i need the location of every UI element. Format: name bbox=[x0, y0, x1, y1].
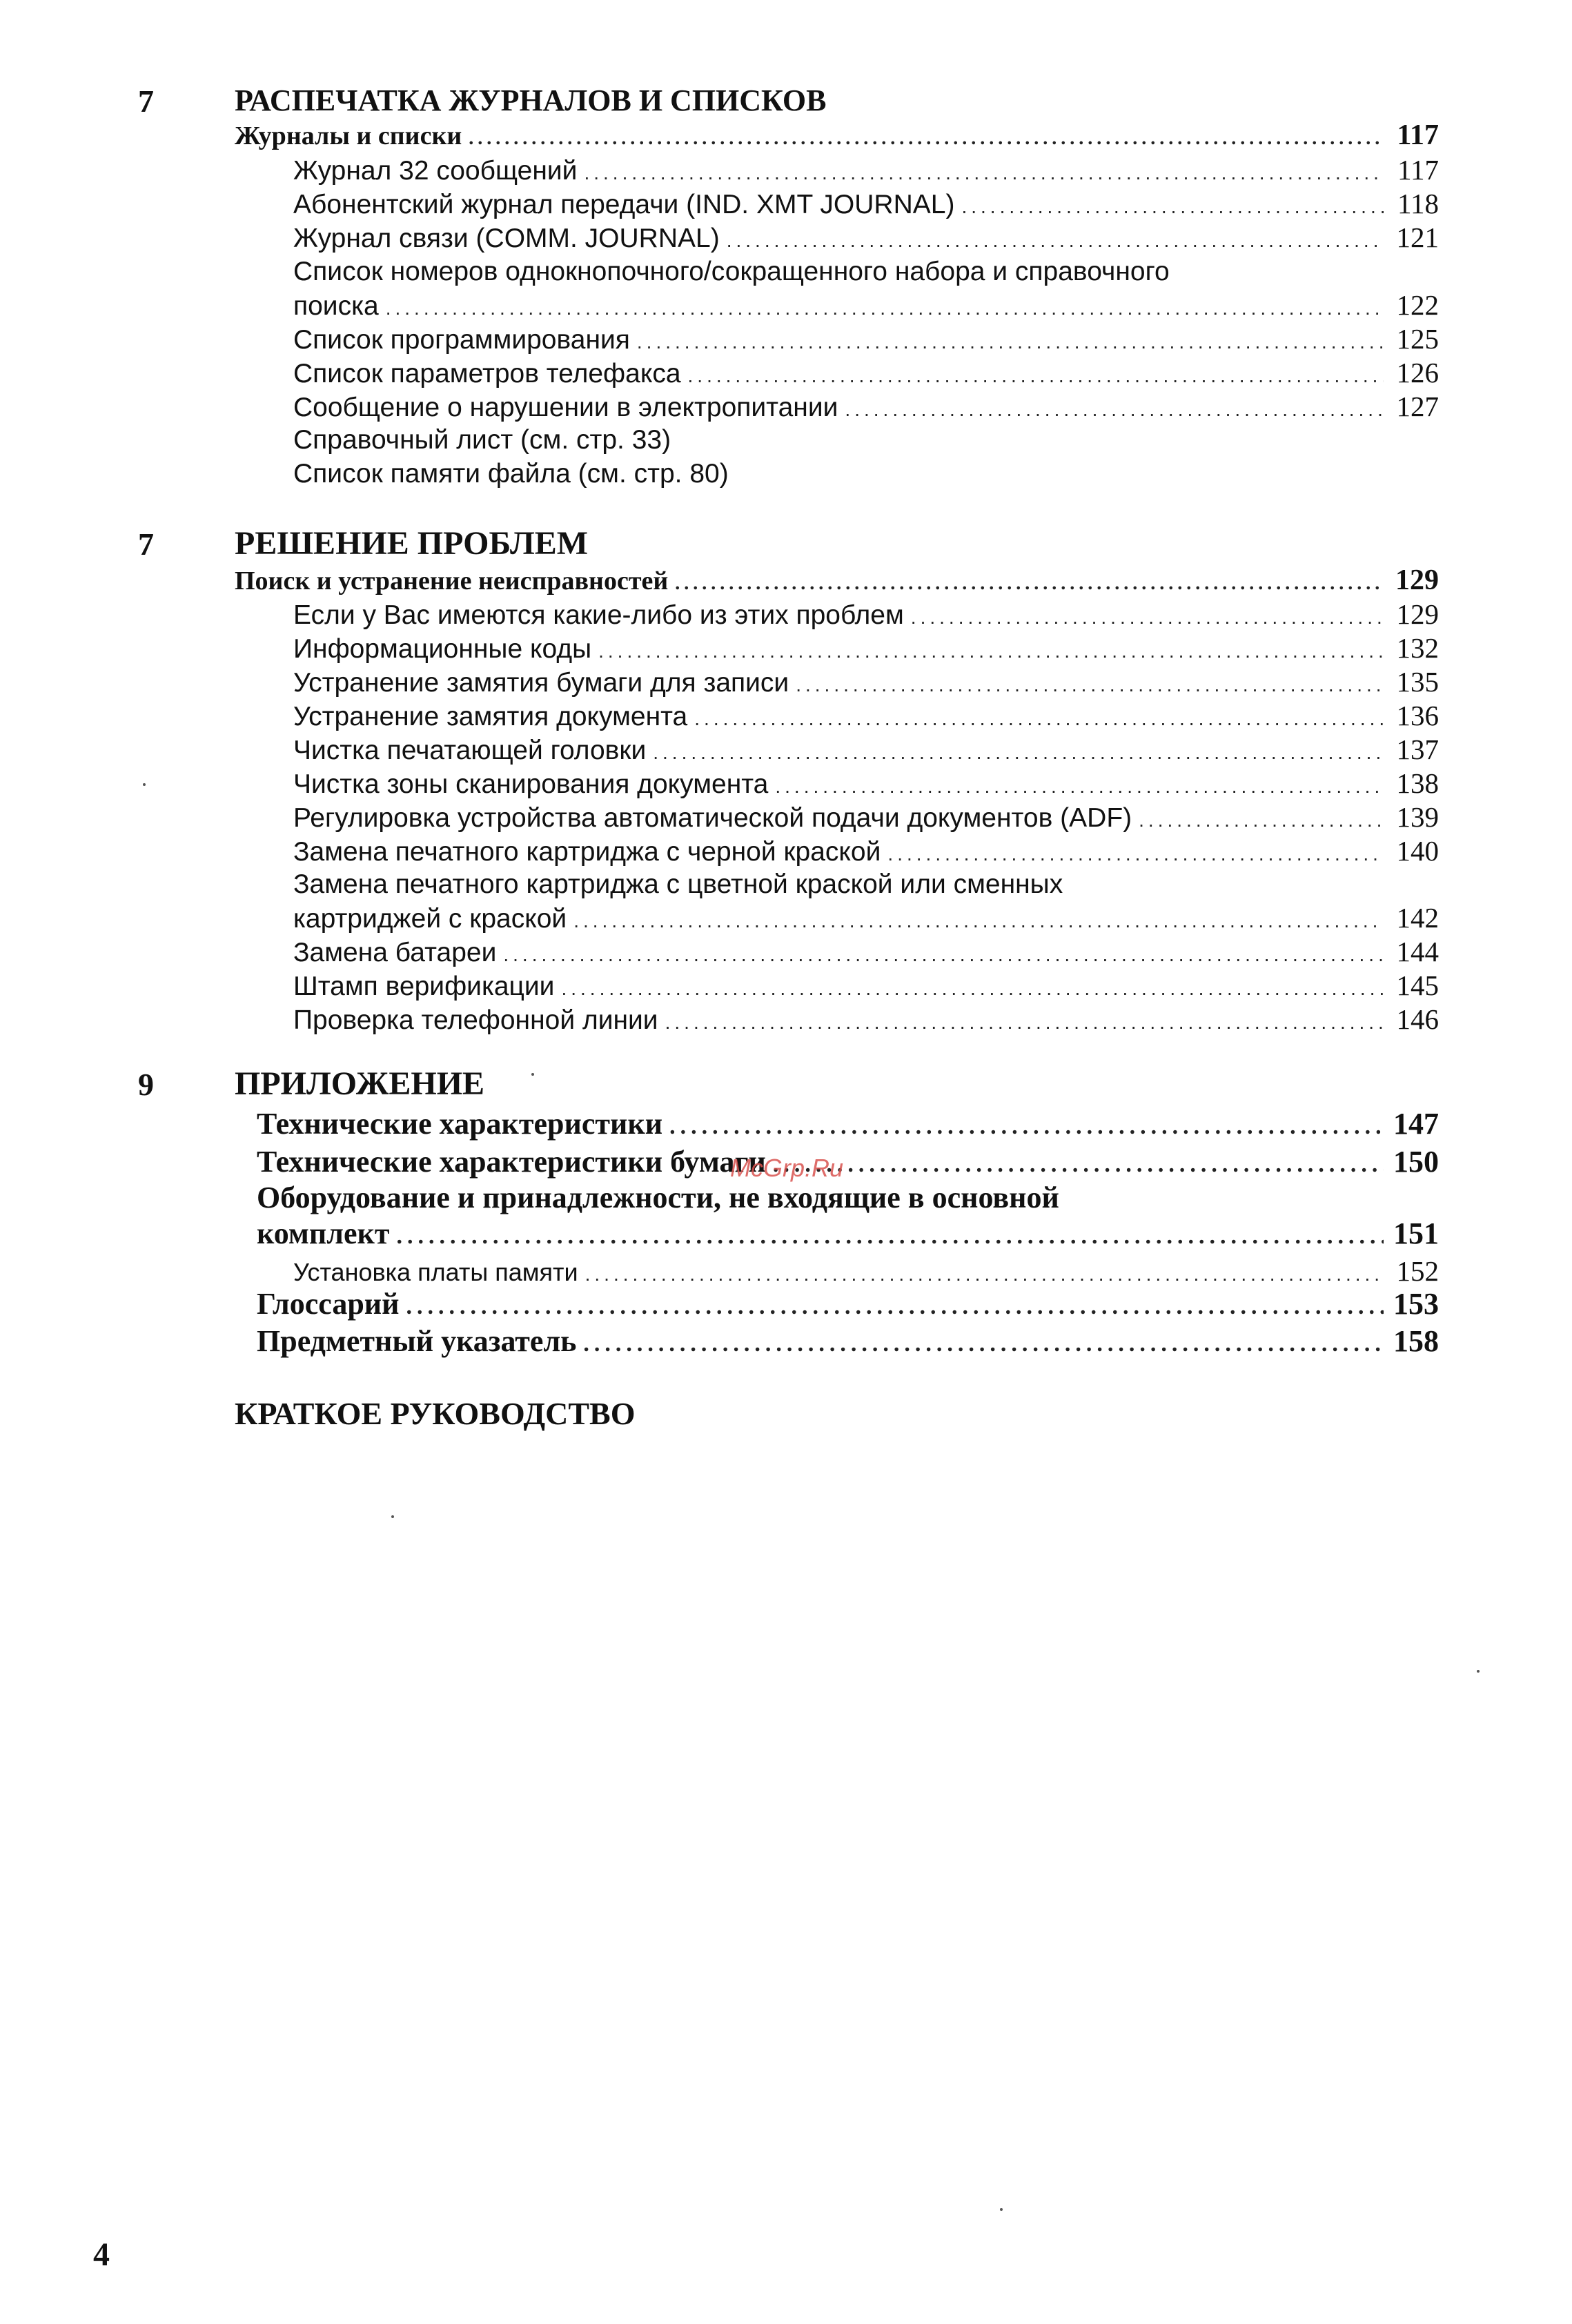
scan-speck bbox=[1000, 2208, 1003, 2211]
toc-entry-page: 135 bbox=[1396, 666, 1439, 698]
dot-leader bbox=[665, 1006, 1384, 1039]
toc-entry[interactable] bbox=[235, 119, 1439, 155]
toc-entry-label: Глоссарий bbox=[257, 1287, 400, 1321]
dot-leader bbox=[573, 905, 1384, 938]
toc-entry-page: 140 bbox=[1396, 835, 1439, 867]
section-title: ПРИЛОЖЕНИЕ bbox=[235, 1065, 485, 1102]
toc-entry-page: 129 bbox=[1395, 564, 1439, 596]
dot-leader bbox=[1139, 804, 1384, 837]
toc-entry-page: 127 bbox=[1396, 391, 1439, 422]
scan-speck bbox=[391, 1515, 394, 1518]
toc-entry-label: Технические характеристики bbox=[257, 1107, 663, 1141]
toc-entry-label: Замена печатного картриджа с черной краской bbox=[293, 837, 881, 867]
toc-entry-page: 137 bbox=[1396, 733, 1439, 765]
dot-leader bbox=[583, 1328, 1384, 1361]
toc-entry[interactable] bbox=[293, 288, 1439, 325]
toc-entry-label: Сообщение о нарушении в электропитании bbox=[293, 393, 838, 422]
dot-leader bbox=[585, 1258, 1384, 1291]
toc-entry[interactable]: Список памяти файла (см. стр. 80) bbox=[293, 459, 729, 489]
toc-entry[interactable] bbox=[293, 834, 1439, 871]
toc-entry-label: Список параметров телефакса bbox=[293, 359, 681, 388]
dot-leader bbox=[688, 360, 1384, 393]
toc-entry-label: Журнал 32 сообщений bbox=[293, 156, 578, 186]
toc-entry-page: 152 bbox=[1396, 1255, 1439, 1287]
dot-leader bbox=[775, 770, 1384, 803]
toc-entry-page: 142 bbox=[1396, 902, 1439, 934]
dot-leader bbox=[503, 938, 1384, 972]
dot-leader bbox=[396, 1220, 1384, 1253]
toc-entry-label: Технические характеристики бумаги bbox=[257, 1145, 766, 1179]
dot-leader bbox=[653, 736, 1384, 769]
toc-entry-page: 118 bbox=[1397, 188, 1439, 219]
dot-leader bbox=[669, 1110, 1384, 1143]
dot-leader bbox=[796, 669, 1384, 702]
dot-leader bbox=[773, 1148, 1384, 1181]
toc-entry[interactable] bbox=[293, 665, 1439, 702]
toc-entry[interactable] bbox=[293, 901, 1439, 938]
toc-entry-label: Замена батареи bbox=[293, 938, 497, 967]
toc-entry-page: 150 bbox=[1393, 1145, 1439, 1179]
toc-entry-label: Информационные коды bbox=[293, 634, 592, 664]
section-title: РЕШЕНИЕ ПРОБЛЕМ bbox=[235, 525, 589, 562]
toc-entry[interactable]: Справочный лист (см. стр. 33) bbox=[293, 425, 671, 455]
toc-entry[interactable] bbox=[293, 322, 1439, 359]
dot-leader bbox=[694, 702, 1384, 736]
toc-entry-page: 132 bbox=[1396, 632, 1439, 664]
dot-leader bbox=[845, 393, 1384, 426]
toc-entry-label: Чистка зоны сканирования документа bbox=[293, 769, 769, 799]
dot-leader bbox=[675, 567, 1384, 600]
dot-leader bbox=[911, 601, 1384, 634]
section-number: 9 bbox=[138, 1067, 154, 1102]
toc-entry[interactable] bbox=[293, 390, 1439, 426]
toc-entry-label: Штамп верификации bbox=[293, 972, 555, 1001]
section-number: 7 bbox=[138, 83, 154, 119]
toc-entry[interactable] bbox=[293, 153, 1439, 190]
toc-entry-page: 126 bbox=[1396, 357, 1439, 388]
toc-entry[interactable] bbox=[293, 733, 1439, 769]
toc-entry-page: 144 bbox=[1396, 936, 1439, 967]
toc-entry[interactable] bbox=[293, 935, 1439, 972]
toc-entry-label: Если у Вас имеются какие-либо из этих проблем bbox=[293, 600, 904, 630]
toc-entry[interactable] bbox=[257, 1288, 1439, 1323]
toc-entry[interactable] bbox=[293, 1003, 1439, 1039]
toc-entry-label: Проверка телефонной линии bbox=[293, 1005, 658, 1035]
toc-entry[interactable] bbox=[293, 699, 1439, 736]
dot-leader bbox=[469, 122, 1384, 155]
toc-entry-line1: Оборудование и принадлежности, не входящие в основной bbox=[257, 1181, 1059, 1214]
toc-entry-label: Журнал связи (COMM. JOURNAL) bbox=[293, 224, 720, 253]
dot-leader bbox=[637, 326, 1384, 359]
dot-leader bbox=[561, 972, 1384, 1005]
toc-entry[interactable] bbox=[293, 187, 1439, 224]
watermark: McGrp.Ru bbox=[730, 1154, 844, 1182]
toc-entry-label: Установка платы памяти bbox=[293, 1258, 578, 1286]
toc-entry-page: 117 bbox=[1397, 119, 1439, 151]
toc-entry[interactable] bbox=[293, 767, 1439, 803]
dot-leader bbox=[584, 157, 1384, 190]
toc-entry[interactable] bbox=[257, 1107, 1439, 1143]
toc-entry-line1: Список номеров однокнопочного/сокращенного набора и справочного bbox=[293, 257, 1170, 286]
toc-entry[interactable] bbox=[257, 1145, 1439, 1181]
toc-entry-page: 122 bbox=[1396, 289, 1439, 321]
page-number: 4 bbox=[93, 2236, 110, 2273]
toc-entry[interactable] bbox=[293, 221, 1439, 257]
toc-entry-page: 146 bbox=[1396, 1003, 1439, 1035]
dot-leader bbox=[887, 838, 1384, 871]
toc-entry[interactable] bbox=[293, 631, 1439, 668]
toc-entry-page: 125 bbox=[1396, 323, 1439, 355]
toc-entry-label: картриджей с краской bbox=[293, 904, 567, 934]
scan-speck bbox=[1477, 1670, 1480, 1673]
toc-entry-page: 138 bbox=[1396, 767, 1439, 799]
toc-entry[interactable] bbox=[257, 1325, 1439, 1361]
toc-entry-page: 117 bbox=[1397, 154, 1439, 186]
dot-leader bbox=[727, 224, 1384, 257]
toc-entry-label: комплект bbox=[257, 1217, 390, 1250]
dot-leader bbox=[386, 292, 1384, 325]
quick-guide-title[interactable]: КРАТКОЕ РУКОВОДСТВО bbox=[235, 1396, 636, 1431]
toc-entry[interactable] bbox=[293, 800, 1439, 837]
toc-entry-page: 129 bbox=[1396, 598, 1439, 630]
toc-entry-label: поиска bbox=[293, 291, 379, 321]
toc-entry-label: Журналы и списки bbox=[235, 121, 462, 150]
toc-entry-label: Предметный указатель bbox=[257, 1324, 577, 1358]
toc-entry-label: Поиск и устранение неисправностей bbox=[235, 567, 669, 595]
dot-leader bbox=[598, 635, 1384, 668]
toc-entry[interactable] bbox=[293, 598, 1439, 634]
toc-entry-label: Регулировка устройства автоматической подачи документов (ADF) bbox=[293, 803, 1132, 833]
toc-entry-page: 153 bbox=[1393, 1287, 1439, 1321]
section-number: 7 bbox=[138, 526, 154, 562]
toc-entry[interactable] bbox=[235, 564, 1439, 600]
toc-entry-page: 147 bbox=[1393, 1107, 1439, 1141]
toc-entry[interactable] bbox=[293, 1254, 1439, 1291]
toc-entry-label: Устранение замятия документа bbox=[293, 702, 688, 731]
toc-entry-page: 121 bbox=[1396, 221, 1439, 253]
toc-entry[interactable] bbox=[293, 356, 1439, 393]
toc-entry-page: 151 bbox=[1393, 1217, 1439, 1250]
toc-entry-label: Чистка печатающей головки bbox=[293, 736, 647, 765]
toc-entry-page: 145 bbox=[1396, 969, 1439, 1001]
toc-entry-page: 139 bbox=[1396, 801, 1439, 833]
dot-leader bbox=[961, 190, 1384, 224]
toc-entry-label: Устранение замятия бумаги для записи bbox=[293, 668, 789, 698]
toc-entry-label: Абонентский журнал передачи (IND. XMT JOURNAL) bbox=[293, 190, 955, 219]
section-title: РАСПЕЧАТКА ЖУРНАЛОВ И СПИСКОВ bbox=[235, 83, 827, 117]
toc-entry-line1: Замена печатного картриджа с цветной краской или сменных bbox=[293, 869, 1063, 899]
toc-entry-label: Список программирования bbox=[293, 325, 630, 355]
toc-entry[interactable] bbox=[257, 1217, 1439, 1253]
toc-entry[interactable] bbox=[293, 969, 1439, 1005]
scan-speck bbox=[531, 1073, 534, 1076]
scan-speck bbox=[143, 783, 146, 786]
toc-entry-page: 158 bbox=[1393, 1324, 1439, 1358]
dot-leader bbox=[406, 1290, 1384, 1323]
toc-entry-page: 136 bbox=[1396, 700, 1439, 731]
